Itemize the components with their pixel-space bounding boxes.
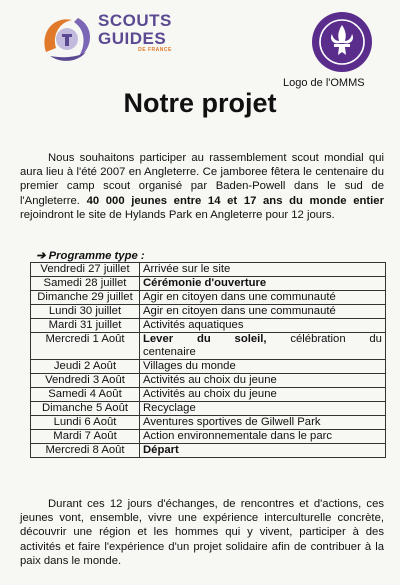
day-cell: Dimanche 29 juillet <box>31 291 140 305</box>
sgdf-logo-word-guides: GUIDES <box>98 29 167 48</box>
table-row <box>31 430 386 444</box>
day-cell: Vendredi 27 juillet <box>31 263 140 277</box>
table-row <box>31 277 386 291</box>
activity-cell: Activités au choix du jeune <box>140 388 386 402</box>
activity-word: du <box>196 333 211 345</box>
activity-cell: Recyclage <box>140 402 386 416</box>
activity-cell: Aventures sportives de Gilwell Park <box>140 416 386 430</box>
activity-cell: Arrivée sur le site <box>140 263 386 277</box>
day-cell: Dimanche 5 Août <box>31 402 140 416</box>
day-cell: Vendredi 3 Août <box>31 374 140 388</box>
day-cell: Mardi 7 Août <box>31 430 140 444</box>
day-cell: Mercredi 1 Août <box>31 333 140 360</box>
outro-paragraph: Durant ces 12 jours d'échanges, de rencontres et d'actions, ces jeunes vont, ensemble, vivre une expérience interculturelle concrète, découvrir une région et les hommes qui y vivent, participer à des activités et faire l'expérience d'un projet solidaire afin de contribuer à la paix dans le monde. <box>20 498 384 567</box>
sgdf-logo <box>38 10 188 68</box>
omms-logo-caption: Logo de l'OMMS <box>283 77 365 89</box>
table-row <box>31 374 386 388</box>
activity-cell: Agir en citoyen dans une communauté <box>140 291 386 305</box>
day-cell: Lundi 6 Août <box>31 416 140 430</box>
table-row <box>31 444 386 458</box>
arrow-icon: ➔ <box>36 250 46 262</box>
day-cell: Samedi 4 Août <box>31 388 140 402</box>
day-cell: Lundi 30 juillet <box>31 305 140 319</box>
activity-cell: Agir en citoyen dans une communauté <box>140 305 386 319</box>
activity-cell: Départ <box>140 444 386 458</box>
activity-cell: Activités au choix du jeune <box>140 374 386 388</box>
activity-cell: Activités aquatiques <box>140 319 386 333</box>
intro-text-bold: 40 000 jeunes entre 14 et 17 ans du monde entier <box>86 194 384 207</box>
table-row <box>31 319 386 333</box>
day-cell: Mardi 31 juillet <box>31 319 140 333</box>
table-row <box>31 291 386 305</box>
table-row <box>31 416 386 430</box>
table-row <box>31 360 386 374</box>
sgdf-logo-word-france: DE FRANCE <box>138 47 172 53</box>
activity-word: célébration <box>290 333 346 345</box>
activity-word: Lever <box>143 333 174 345</box>
intro-paragraph <box>20 151 384 222</box>
table-row <box>31 263 386 277</box>
table-row <box>31 333 386 360</box>
activity-word: du <box>369 333 382 345</box>
activity-cell: Action environnementale dans le parc <box>140 430 386 444</box>
day-cell: Mercredi 8 Août <box>31 444 140 458</box>
activity-second-line: centenaire <box>143 346 196 358</box>
day-cell: Samedi 28 juillet <box>31 277 140 291</box>
sgdf-emblem-icon <box>38 12 96 66</box>
programme-heading <box>36 249 145 262</box>
intro-text-part1: Nous souhaitons participer au rassemblement scout mondial qui aura lieu à l'été 2007 en Angleterre. Ce jamboree fêtera le centenaire du premier camp scout organisé par Baden-Powell dans le sud de l'Angleterre. <box>20 152 384 207</box>
sgdf-logo-word-scouts: SCOUTS <box>98 11 172 30</box>
programme-table <box>30 262 386 458</box>
activity-cell: Cérémonie d'ouverture <box>140 277 386 291</box>
activity-cell: Villages du monde <box>140 360 386 374</box>
table-row <box>31 305 386 319</box>
activity-first-line <box>143 333 382 346</box>
omms-fleur-de-lis-logo <box>311 11 373 73</box>
programme-heading-label: Programme type : <box>48 250 145 262</box>
table-row <box>31 402 386 416</box>
activity-cell <box>140 333 386 360</box>
activity-word: soleil, <box>234 333 267 345</box>
intro-text-part2: rejoindront le site de Hylands Park en Angleterre pour 12 jours. <box>20 208 335 221</box>
page-title: Notre projet <box>123 88 277 118</box>
table-row <box>31 388 386 402</box>
day-cell: Jeudi 2 Août <box>31 360 140 374</box>
